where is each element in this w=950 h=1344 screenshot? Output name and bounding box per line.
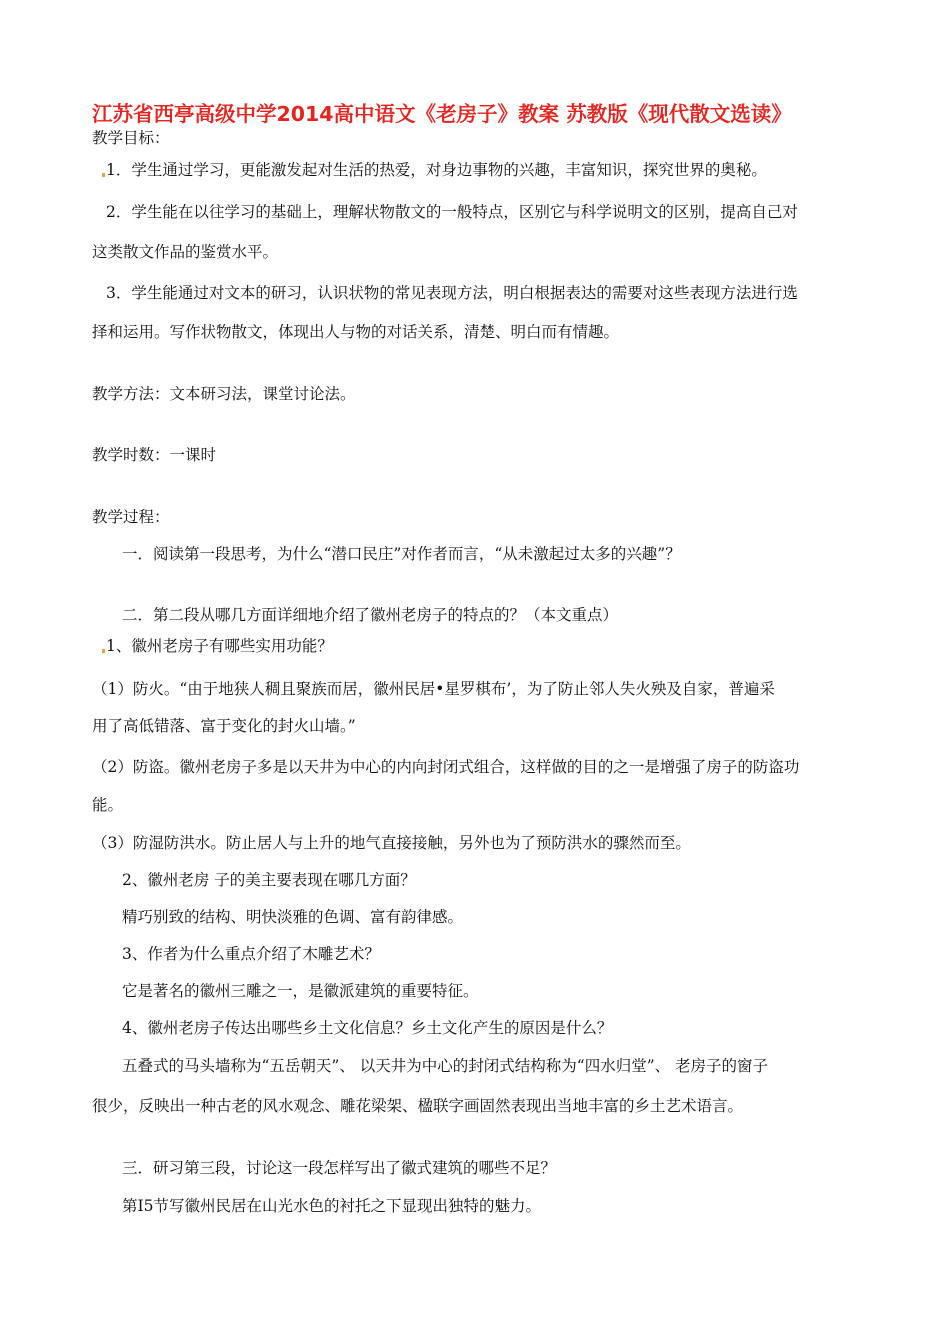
- teaching-hours: 教学时数：一课时: [92, 446, 217, 464]
- marker-dot: [102, 173, 105, 177]
- section-heading-process: 教学过程：: [92, 508, 170, 526]
- question-2: 二．第二段从哪几方面详细地介绍了徽州老房子的特点的？（本文重点）: [122, 606, 619, 624]
- answer-3: 它是著名的徽州三雕之一，是徽派建筑的重要特征。: [122, 982, 479, 1000]
- section-heading-objectives: 教学目标：: [92, 129, 170, 147]
- subquestion-4: 4、徽州老房子传达出哪些乡土文化信息？乡土文化产生的原因是什么？: [122, 1019, 613, 1037]
- objective-3: 3．学生能通过对文本的研习，认识状物的常见表现方法，明白根据表达的需要对这些表现方法进行选: [106, 284, 798, 302]
- answer-4-cont: 很少，反映出一种古老的风水观念、雕花梁架、楹联字画固然表现出当地丰富的乡土艺术语言。: [92, 1097, 744, 1115]
- function-theft-cont: 能。: [92, 796, 124, 814]
- answer-4: 五叠式的马头墙称为“五岳朝天”、 以天井为中心的封闭式结构称为“四水归堂”、 老房子的窗子: [122, 1057, 769, 1075]
- subquestion-3: 3、作者为什么重点介绍了木雕艺术？: [122, 945, 380, 963]
- objective-1: [102, 160, 767, 180]
- answer-question-3: 第I5节写徽州民居在山光水色的衬托之下显现出独特的魅力。: [122, 1197, 541, 1215]
- function-fire-cont: 用了高低错落、富于变化的封火山墙。”: [92, 717, 356, 735]
- function-damp: （3）防湿防洪水。防止居人与上升的地气直接接触，另外也为了预防洪水的骤然而至。: [92, 834, 691, 852]
- objective-1-text: 1．学生通过学习，更能激发起对生活的热爱，对身边事物的兴趣，丰富知识，探究世界的奥秘。: [106, 161, 767, 179]
- function-fire: （1）防火。“由于地狭人稠且聚族而居，徽州民居•星罗棋布’，为了防止邻人失火殃及自家，普遍采: [92, 680, 775, 698]
- question-1: 一．阅读第一段思考，为什么“潜口民庄”对作者而言，“从未激起过太多的兴趣”？: [122, 545, 681, 563]
- objective-3-cont: 择和运用。写作状物散文，体现出人与物的对话关系，清楚、明白而有情趣。: [92, 323, 620, 341]
- function-theft: （2）防盗。徽州老房子多是以天井为中心的内向封闭式组合，这样做的目的之一是增强了房子的防盗功: [92, 758, 800, 776]
- objective-2: 2．学生能在以往学习的基础上，理解状物散文的一般特点，区别它与科学说明文的区别，提高自己对: [106, 203, 798, 221]
- document-title: 江苏省西亭高级中学2014高中语文《老房子》教案 苏教版《现代散文选读》: [92, 102, 792, 126]
- teaching-method: 教学方法：文本研习法，课堂讨论法。: [92, 385, 356, 403]
- marker-dot: [102, 649, 105, 653]
- question-3: 三．研习第三段，讨论这一段怎样写出了徽式建筑的哪些不足？: [122, 1159, 557, 1177]
- subquestion-2: 2、徽州老房 子的美主要表现在哪几方面？: [122, 871, 416, 889]
- subquestion-1-text: 1、徽州老房子有哪些实用功能？: [106, 637, 333, 655]
- objective-2-cont: 这类散文作品的鉴赏水平。: [92, 243, 279, 261]
- subquestion-1: [102, 636, 333, 656]
- answer-2: 精巧别致的结构、明快淡雅的色调、富有韵律感。: [122, 908, 464, 926]
